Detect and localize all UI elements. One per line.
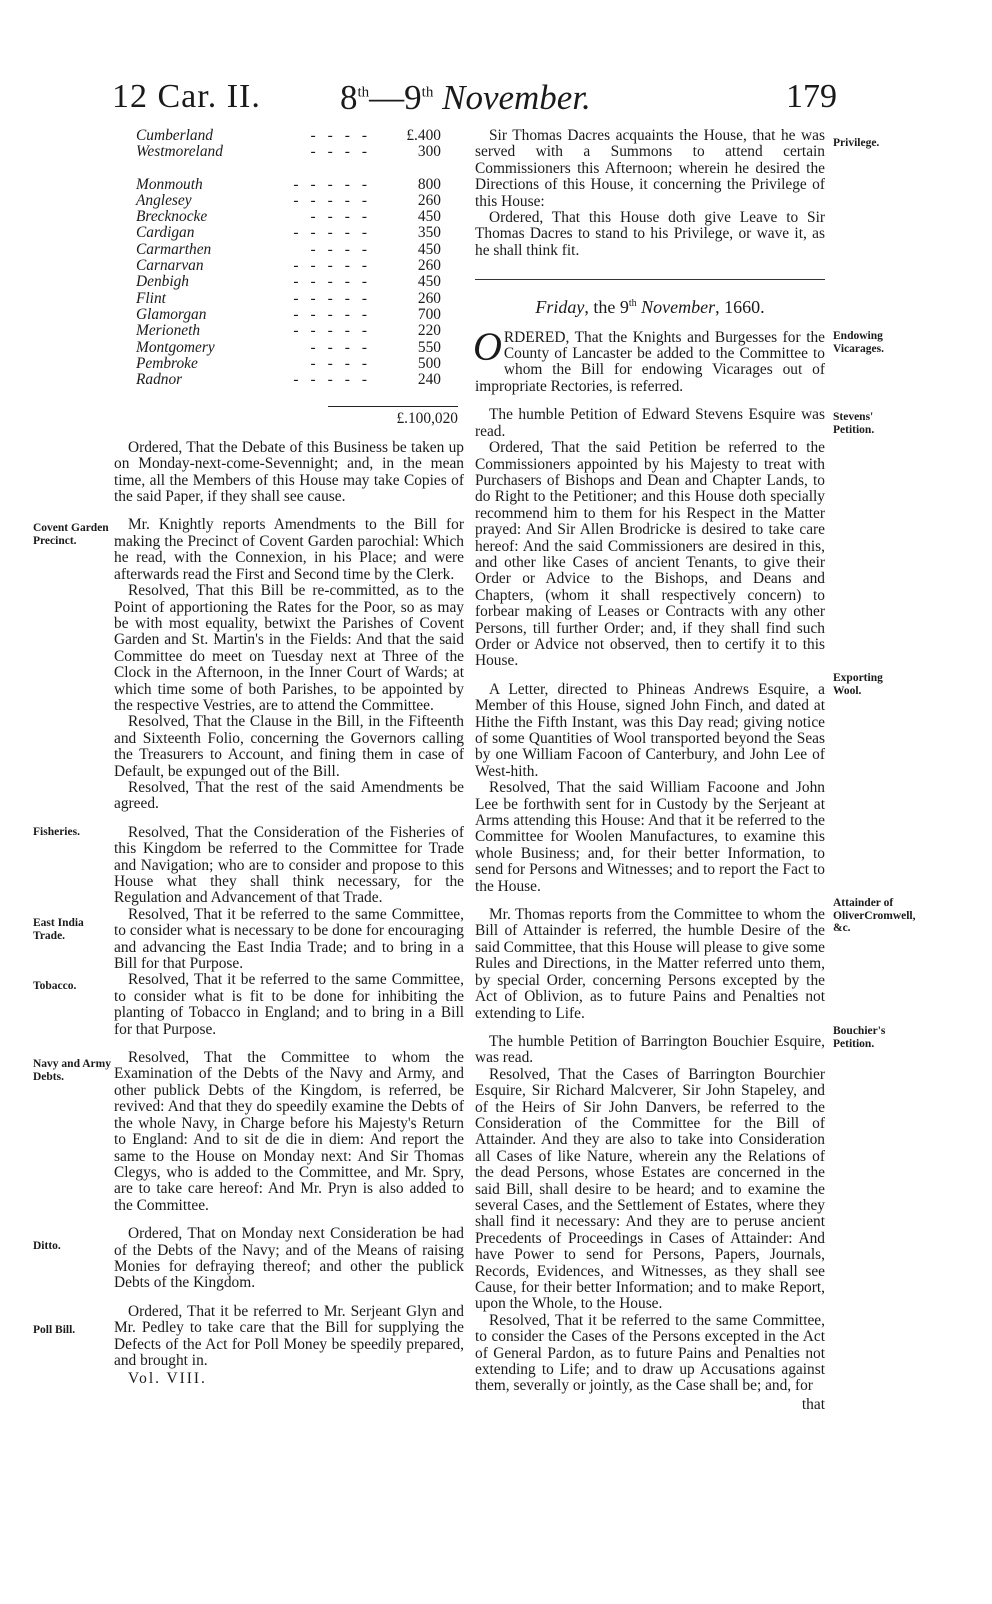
margin-note-poll-bill: Poll Bill. <box>33 1324 76 1336</box>
paragraph-endowing-vicarages <box>473 323 825 396</box>
county-value: 550 <box>417 338 441 356</box>
volume-signature: Vol. VIII. <box>128 1370 207 1388</box>
margin-note-east-india: East India Trade. <box>33 917 84 942</box>
county-value: 260 <box>417 289 441 307</box>
margin-note-tobacco: Tobacco. <box>33 980 77 992</box>
county-value: 450 <box>417 273 441 291</box>
margin-note-covent-garden: Covent Garden Precinct. <box>33 522 109 547</box>
county-name: Cumberland <box>136 127 213 144</box>
county-row: Carmarthen ---- 450 <box>136 240 441 258</box>
drop-cap: O <box>473 323 502 369</box>
date-dash: — <box>369 78 405 117</box>
section-date-heading <box>475 296 825 318</box>
county-name: Merioneth <box>136 322 201 340</box>
county-name: Carnarvan <box>136 257 204 275</box>
margin-note-navy-army: Navy and Army Debts. <box>33 1058 111 1083</box>
paragraph-privilege: Sir Thomas Dacres acquaints the House, that he was served with a Summons to attend certain Commissioners this Afternoon; wherein he desired the Directions of this House, it concerning the Privilege of this House: <box>475 127 825 210</box>
date-year: , 1660. <box>715 297 765 318</box>
paragraph-fisheries: Resolved, That the Consideration of the Fisheries of this Kingdom be referred to the Committee for Trade and Navigation; who are to consider and propose to this House what they shall think necessary, for the Regulation and Advancement of that Trade. <box>114 823 464 907</box>
margin-note-fisheries: Fisheries. <box>33 826 80 838</box>
county-row: Monmouth ----- 800 <box>136 175 441 193</box>
county-value: 220 <box>417 322 441 340</box>
margin-note-privilege: Privilege. <box>833 137 880 149</box>
date-day: Friday <box>535 297 585 318</box>
date-sup-2: th <box>421 84 434 101</box>
running-head-regnal-year: 12 Car. II. <box>112 78 261 115</box>
county-row: Flint ----- 260 <box>136 289 441 307</box>
date-month: November. <box>442 78 591 117</box>
total-sum <box>114 406 464 427</box>
county-row: Cardigan ----- 350 <box>136 224 441 242</box>
paragraph-navy-army-debts: Resolved, That the Committee to whom the Examination of the Debts of the Navy and Army, and other publick Debts of the Kingdom, is referred, be revived: And that they do speedily examine the Debts of the whole Navy, in Charge before his Majesty's Return to England: And to sit de die in diem: And report the same to the House on Monday next: And Sir Thomas Clegys, who is added to the Committee, and Mr. Spry, are to take care hereof: And Mr. Pryn is also added to the Committee. <box>114 1049 464 1214</box>
county-row: Glamorgan ----- 700 <box>136 305 441 323</box>
county-row: Pembroke ---- 500 <box>136 354 441 372</box>
paragraph-tobacco: Resolved, That it be referred to the same Committee, to consider what is fit to be done for inhibiting the planting of Tobacco in England; and to bring in a Bill for that Purpose. <box>114 971 464 1038</box>
county-row: Cumberland ---- £.400 <box>136 127 441 144</box>
county-list-1 <box>114 128 464 161</box>
date-mid: , the 9 <box>584 297 629 318</box>
county-name: Anglesey <box>136 191 192 209</box>
county-name: Flint <box>136 289 166 307</box>
total-value: £.100,020 <box>396 410 458 428</box>
margin-note-stevens: Stevens' Petition. <box>833 411 875 436</box>
date-sup: th <box>628 298 637 310</box>
right-column <box>475 128 825 1413</box>
county-value: 500 <box>417 354 441 372</box>
county-value: 450 <box>417 208 441 226</box>
page-number: 179 <box>786 78 837 115</box>
margin-note-bouchier: Bouchier's Petition. <box>833 1025 886 1050</box>
paragraph-general-pardon: Resolved, That it be referred to the same Committee, to consider the Cases of the Persons excepted in the Act of General Pardon, as to future Pains and Penalties not extending to Life; and to draw up Accusations against them, severally or jointly, as the Case shall be; and, for <box>475 1311 825 1395</box>
county-value: 260 <box>417 257 441 275</box>
paragraph-stevens-order: Ordered, That the said Petition be referred to the Commissioners appointed by his Majesty to treat with Purchasers of Bishops and Dean and Chapter Lands, to do Right to the Petitioner; and this House doth specially recommend him to them for his Respect in the Matter prayed: And Sir Allen Brodricke is desired to take care hereof: And the said Commissioners are desired in this, and other like Cases of ancient Tenants, to give their Order or Advice to the Bishops, and Deans and Chapters, (whom it shall respectively concern) to forbear making of Leases or Contracts with any other Persons, till further Order; and, if they shall find such Order or Advice not observed, then to certify it to this House. <box>475 439 825 670</box>
date-month: November <box>641 297 716 318</box>
running-head-dates <box>340 78 591 118</box>
county-name: Carmarthen <box>136 240 212 258</box>
paragraph-privilege-order: Ordered, That this House doth give Leave to Sir Thomas Dacres to stand to his Privilege, or wave it, as he shall think fit. <box>475 209 825 259</box>
date-day-1: 8 <box>340 78 358 117</box>
paragraph-covent-garden-agreed: Resolved, That the rest of the said Amendments be agreed. <box>114 778 464 813</box>
paragraph-wool-resolved: Resolved, That the said William Facoone and John Lee be forthwith sent for in Custody by the Serjeant at Arms attending this House: And that it be referred to the Committee for Woolen Manufactures, to examine this whole Business; and, for their better Information, to send for Persons and Witnesses; and to report the Fact to the House. <box>475 779 825 895</box>
date-sup-1: th <box>357 84 370 101</box>
county-name: Cardigan <box>136 224 195 242</box>
paragraph-poll-bill: Ordered, That it be referred to Mr. Serjeant Glyn and Mr. Pedley to take care that the Bill for supplying the Defects of the Act for Poll Money be speedily prepared, and brought in. <box>114 1302 464 1369</box>
paragraph-attainder: Mr. Thomas reports from the Committee to whom the Bill of Attainder is referred, the humble Desire of the said Committee, that this House will please to give some Rules and Directions, in the Matter referred unto them, by special Order, concerning Persons excepted by the Act of Oblivion, as to future Pains and Penalties not extending to Life. <box>475 906 825 1022</box>
county-row: Westmoreland ---- 300 <box>136 143 441 161</box>
county-row: Carnarvan ----- 260 <box>136 257 441 275</box>
paragraph-covent-garden-clause: Resolved, That the Clause in the Bill, in the Fifteenth and Sixteenth Folio, concerning the Governors calling the Treasurers to Account, and fining them in case of Default, be expunged out of the Bill. <box>114 713 464 780</box>
margin-note-endowing: Endowing Vicarages. <box>833 330 884 355</box>
margin-note-wool: Exporting Wool. <box>833 672 883 697</box>
margin-note-ditto: Ditto. <box>33 1240 61 1252</box>
county-name: Glamorgan <box>136 305 207 323</box>
paragraph-ditto: Ordered, That on Monday next Consideration be had of the Debts of the Navy; and of the Means of raising Monies for defraying thereof; and other the publick Debts of the Kingdom. <box>114 1225 464 1292</box>
catchword: that <box>801 1395 825 1413</box>
county-value: 350 <box>417 224 441 242</box>
date-day-2: 9 <box>404 78 422 117</box>
county-name: Pembroke <box>136 354 198 372</box>
endowing-text: RDERED, That the Knights and Burgesses for the County of Lancaster be added to the Committee to whom the Bill for endowing Vicarages out of impropriate Rectories, is referred. <box>475 328 825 395</box>
county-value: 240 <box>417 371 441 389</box>
paragraph-east-india: Resolved, That it be referred to the same Committee, to consider what is necessary to be done for encouraging and advancing the East India Trade; and to bring in a Bill for that Purpose. <box>114 905 464 973</box>
paragraph-covent-garden-report: Mr. Knightly reports Amendments to the Bill for making the Precinct of Covent Garden parochial: Which he read, with the Connexion, in his Place; and were afterwards read the First and Second time by the Clerk. <box>114 516 464 583</box>
county-row: Montgomery ---- 550 <box>136 338 441 356</box>
county-row: Merioneth ----- 220 <box>136 322 441 340</box>
left-column <box>114 128 464 1388</box>
county-value: 300 <box>417 143 441 161</box>
county-row: Brecknocke ---- 450 <box>136 208 441 226</box>
county-value: 700 <box>417 305 441 323</box>
county-name: Radnor <box>136 371 183 389</box>
paragraph-stevens-petition: The humble Petition of Edward Stevens Esquire was read. <box>475 406 825 440</box>
county-value: 450 <box>417 240 441 258</box>
county-name: Denbigh <box>136 273 190 291</box>
county-list-2 <box>114 177 464 389</box>
county-row: Anglesey ----- 260 <box>136 191 441 209</box>
county-row: Radnor ----- 240 <box>136 371 441 389</box>
county-row: Denbigh ----- 450 <box>136 273 441 291</box>
county-name: Monmouth <box>136 175 203 193</box>
margin-note-attainder: Attainder of OliverCromwell, &c. <box>833 897 916 934</box>
county-value: 260 <box>417 191 441 209</box>
county-value: £.400 <box>406 127 441 144</box>
county-name: Montgomery <box>136 338 215 356</box>
paragraph-wool-letter: A Letter, directed to Phineas Andrews Esquire, a Member of this House, signed John Finch, and dated at Hithe the Fifth Instant, was this Day read; giving notice of some Quantities of Wool transported beyond the Seas by one William Facoon of Canterbury, and John Lee of West-hith. <box>475 680 825 780</box>
paragraph-bouchier-petition: The humble Petition of Barrington Bouchier Esquire, was read. <box>475 1032 825 1067</box>
paragraph-debate: Ordered, That the Debate of this Business be taken up on Monday-next-come-Sevennight; and, in the mean time, all the Members of this House may take Copies of the said Paper, if they shall see cause. <box>114 438 464 506</box>
section-divider <box>475 279 825 280</box>
paragraph-covent-garden-recommit: Resolved, That this Bill be re-committed, as to the Point of apportioning the Rates for the Poor, so as may be with most equality, betwixt the Parishes of Covent Garden and St. Martin's in the Fields: And that the said Committee do meet on Tuesday next at Three of the Clock in the Afternoon, in the Inner Court of Wards; at which time some of both Parishes, to be appointed by the respective Vestries, are to attend the Committee. <box>114 582 464 714</box>
county-value: 800 <box>417 175 441 193</box>
county-name: Westmoreland <box>136 143 223 161</box>
paragraph-bouchier-resolved: Resolved, That the Cases of Barrington Bourchier Esquire, Sir Richard Malcverer, Sir John Stapeley, and of the Heirs of Sir John Danvers, be referred to the Consideration of the Committee for the Bill of Attainder. And they are also to take into Consideration all Cases of like Nature, wherein any the Relations of the dead Persons, whose Estates are concerned in the said Bill, shall desire to be heard; and to examine the several Cases, and the Settlement of Estates, where they shall find it necessary: And they are to peruse ancient Precedents of Proceedings in Cases of Attainder: And have Power to send for Persons, Papers, Journals, Records, Evidences, and Witnesses, as they shall see Cause, for their better Information; and to make Report, upon the Whole, to the House. <box>475 1065 825 1313</box>
county-name: Brecknocke <box>136 208 208 226</box>
